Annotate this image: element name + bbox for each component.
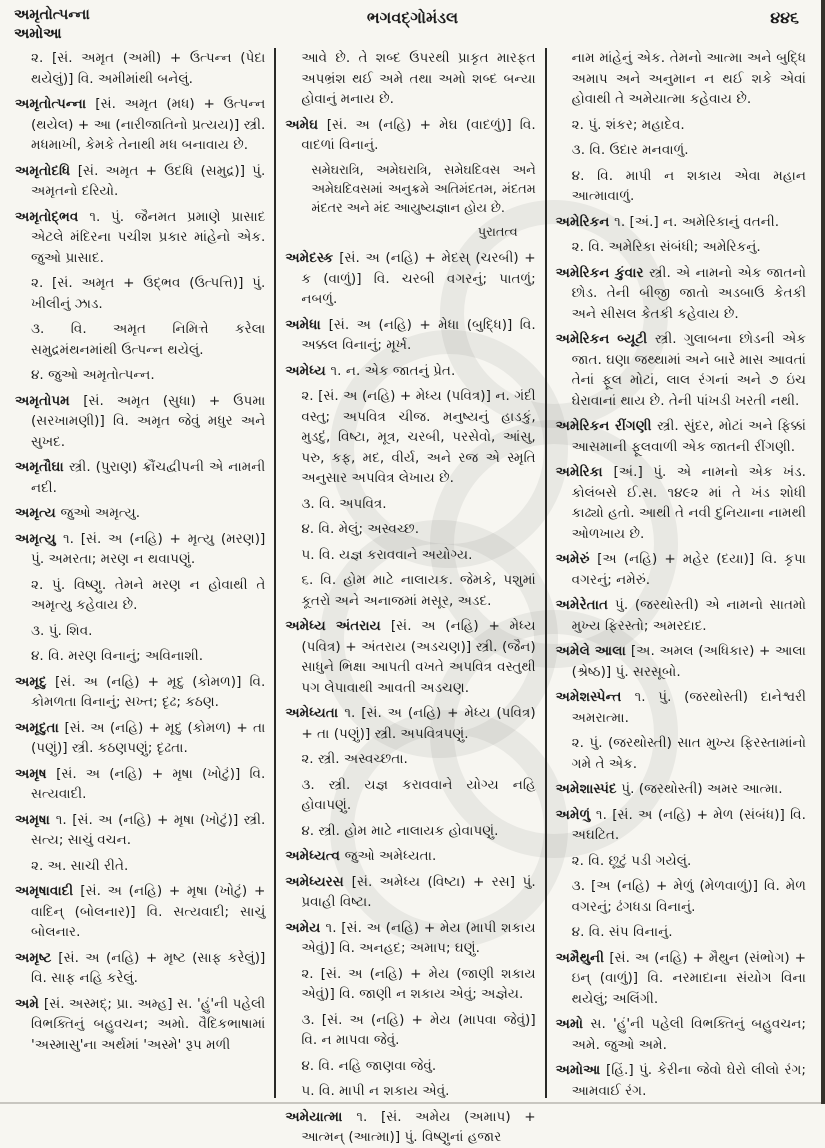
dictionary-entry: અમૃતોપમ [સં. અમૃત (સુધા) + ઉપમા (સરખામણી)] વિ. અમૃત જેવું મધુર અને સુખદ. xyxy=(15,392,266,450)
dictionary-entry: અમૃત્ય જુઓ અમૃત્યુ. xyxy=(15,505,141,521)
book-title: ભગવદ્ગોમંડલ xyxy=(366,8,459,27)
dictionary-entry: ૨. [સં. અ (નહિ) + મેધ્ય (પવિત્ર)] ન. ગંદી વસ્તુ; અપવિત્ર ચીજ. મનુષ્યનું હાડકું, મુડદું, વિષ્ટા, મૂત્ર, ચરબી, પરસેવો, આંસુ, પરુ, કફ, મદ, વીર્ય, અને રજ એ સ્મૃતિ અનુસાર અપવિત્ર લેખાય છે. xyxy=(301,388,536,486)
entry-headword: અમૃતોત્પન્ના xyxy=(15,96,96,112)
entry-headword: અમેરિકન રીંગણી xyxy=(555,418,658,434)
entry-headword: અમેરિકન કુંવાર xyxy=(555,264,650,281)
entry-headword: અમેઘ xyxy=(285,116,327,133)
entry-headword: અમૃષા xyxy=(15,811,56,828)
dictionary-entry: ૨. વિ. છૂટું પડી ગયેલું. xyxy=(571,852,692,869)
dictionary-entry: ૩. વિ. અપવિત્ર. xyxy=(301,495,387,512)
dictionary-entry: અમેધા [સં. અ (નહિ) + મેધા (બુદ્ધિ)] વિ. અક્કલ વિનાનું; મૂર્ખ. xyxy=(285,316,536,353)
dictionary-entry: સમેઘરાત્રિ, અમેઘરાત્રિ, સમેઘદિવસ અને અમેઘદિવસમાં અનુક્રમે અતિમંદતમ, મંદતમ મંદતર અને મંદ આયુષ્યજ્ઞાન હોય છે. xyxy=(311,162,536,216)
entry-headword: અમેલે આલા xyxy=(555,643,631,659)
dictionary-entry: અમૃષ્ટ [સં. અ (નહિ) + મૃષ્ટ (સાફ કરેલું)] વિ. સાફ નહિ કરેલું. xyxy=(15,949,266,986)
dictionary-entry: અમૃષા ૧. [સં. અ (નહિ) + મૃષા (ખોટું)] સ્ત્રી. સત્ય; સાચું વચન. xyxy=(15,811,266,848)
dictionary-entry: અમેધ્યતા ૧. [સં. અ (નહિ) + મેધ્ય (પવિત્ર) + તા (પણું)] સ્ત્રી. અપવિત્રપણું. xyxy=(285,705,536,742)
entry-headword: અમેદસ્ક xyxy=(285,250,340,266)
dictionary-entry: ૫. વિ. યજ્ઞ કરાવવાને અયોગ્ય. xyxy=(301,546,473,563)
dictionary-entry: અમેરિકન રીંગણી સ્ત્રી. સુંદર, મોટાં અને ફિક્કાં આસમાની ફૂલવાળી એક જાતની રીંગણી. xyxy=(555,418,806,455)
dictionary-entry: ૨. અ. સાચી રીતે. xyxy=(31,857,129,874)
dictionary-entry: અમેદસ્ક [સં. અ (નહિ) + મેદસ્ (ચરબી) + ક (વાળું)] વિ. ચરબી વગરનું; પાતળું; નબળું. xyxy=(285,250,536,307)
entry-headword: અમેધ્ય xyxy=(285,362,331,379)
entry-headword: અમૃતોદધિ xyxy=(15,162,78,179)
dictionary-entry: ૨. સ્ત્રી. અસ્વચ્છતા. xyxy=(301,751,408,767)
dictionary-entry: અમોઆ [હિં.] પું. કેરીના જેવો ઘેરો લીલો રંગ; આમવાઈ રંગ. xyxy=(555,1062,806,1099)
entry-headword: અમેધ્યતા xyxy=(285,705,345,721)
entry-headword: અમે xyxy=(15,995,44,1012)
dictionary-entry: ૩. વિ. અમૃત નિમિત્તે કરેલા સમુદ્રમંથનમાંથી ઉત્પન્ન થયેલું. xyxy=(31,321,266,358)
dictionary-entry: ૪. વિ. સંપ વિનાનું. xyxy=(571,924,673,940)
dictionary-entry: ૩. સ્ત્રી. યજ્ઞ કરાવવાને યોગ્ય નહિ હોવાપણું. xyxy=(301,776,536,813)
dictionary-entry: અમૃષ [સં. અ (નહિ) + મૃષા (ખોટું)] વિ. સત્યવાદી. xyxy=(15,765,266,802)
dictionary-entry: અમેરિકા [અં.] પું. એ નામનો એક ખંડ. કોલંબસે ઈ.સ. ૧૪૯૨ માં તે ખંડ શોધી કાઢ્યો હતો. આથી તે નવી દુનિયાના નામથી ઓળખાય છે. xyxy=(555,464,806,542)
dictionary-entry: અમેરિકન બ્યૂટી સ્ત્રી. ગુલાબના છોડની એક જાત. ઘણા જથ્થામાં અને બારે માસ આવતાં તેનાં ફૂલ મોટાં, લાલ રંગનાં અને ૭ ઇંચ ઘેરાવાનાં થાય છે. તેની પાંખડી ખરતી નથી. xyxy=(555,331,806,409)
entry-headword: અમેળું xyxy=(555,806,596,823)
entry-headword: અમૃષાવાદી xyxy=(15,883,81,899)
entry-headword: અમેરું xyxy=(555,551,598,567)
dictionary-entry: ૨. [સં. અમૃત (અમી) + ઉત્પન્ન (પેદા થયેલું)] વિ. અમીમાંથી બનેલું. xyxy=(31,50,266,87)
dictionary-entry: ૫. વિ. માપી ન શકાય એવું. xyxy=(301,1083,450,1099)
dictionary-entry: અમો સ. 'હું'ની પહેલી વિભક્તિનું બહુવચન; અમે. જુઓ અમે. xyxy=(555,1016,806,1053)
entry-headword: અમૃતોદ્ભવ xyxy=(15,208,90,225)
scan-edge xyxy=(821,0,825,1104)
entry-headword: અમેય xyxy=(285,919,326,936)
dictionary-entry: ૨. પું. વિષ્ણુ. તેમને મરણ ન હોવાથી તે અમૃત્યુ કહેવાય છે. xyxy=(31,576,266,613)
dictionary-entry: અમૃતોદ્ભવ ૧. પું. જૈનમત પ્રમાણે પ્રાસાદ એટલે મંદિરના પચીશ પ્રકાર માંહેનો એક. જુઓ પ્રાસાદ. xyxy=(15,208,266,266)
entry-headword: અમેશસ્પેન્ત xyxy=(555,689,635,705)
entry-headword: અમૃતૌઘા xyxy=(15,459,70,475)
entry-headword: અમેધ્યરસ xyxy=(285,873,352,890)
entry-headword: અમેધ્યત્વ xyxy=(285,848,345,864)
dictionary-entry: અમેળું ૧. [સં. અ (નહિ) + મેળ (સંબંધ)] વિ. અઘટિત. xyxy=(555,806,806,843)
dictionary-entry: અમેધ્યરસ [સં. અમેધ્ય (વિષ્ટા) + રસ] પું. પ્રવાહી વિષ્ટા. xyxy=(285,873,536,910)
running-head-last-word: અમોઆ xyxy=(14,26,62,42)
entry-headword: અમૃત્યુ xyxy=(15,530,63,547)
dictionary-entry: ૪. વિ. મેલું; અસ્વચ્છ. xyxy=(301,521,420,537)
dictionary-entry: અમેલે આલા [અ. અમલ (અધિકાર) + આલા (શ્રેષ્ઠ)] પું. સરસૂબો. xyxy=(555,643,806,680)
dictionary-entry: ૩. [અ (નહિ) + મેળું (મેળવાળું)] વિ. મેળ વગરનું; ઢંગધડા વિનાનું. xyxy=(571,878,806,915)
dictionary-entry: ૩. [સં. અ (નહિ) + મેય (માપવા જેવું)] વિ. ન માપવા જેવું. xyxy=(301,1011,536,1048)
dictionary-entry: નામ માંહેનું એક. તેમનો આત્મા અને બુદ્ધિ અમાપ અને અનુમાન ન થઈ શકે એવાં હોવાથી તે અમેયાત્મા કહેવાય છે. xyxy=(571,50,806,107)
column-2 xyxy=(276,48,544,1145)
running-head-first-word: અમૃતોત્પન્ના xyxy=(14,7,90,23)
dictionary-entry: અમેરિકન ૧. [અં.] ન. અમેરિકાનું વતની. xyxy=(555,213,780,230)
dictionary-entry: અમે [સં. અસ્મદ્; પ્રા. અમ્હ] સ. 'હું'ની પહેલી વિભક્તિનું બહુવચન; અમો. વૈદિકભાષામાં 'અસ્માસુ'ના અર્થમાં 'અસ્મે' રૂપ મળી xyxy=(15,995,266,1053)
entry-headword: અમૃષ્ટ xyxy=(15,949,59,966)
entry-headword: અમૃદુ xyxy=(15,673,55,690)
dictionary-content xyxy=(6,48,815,1145)
entry-headword: અમેયાત્મા xyxy=(285,1108,357,1125)
dictionary-entry: અમેરેતાત પું. (જરથોસ્તી) એ નામનો સાતમો મુખ્ય ફિરસ્તો; અમરદાદ. xyxy=(555,597,806,634)
dictionary-entry: પુરાતત્વ xyxy=(477,224,518,240)
entry-headword: અમેરિકન xyxy=(555,213,615,230)
dictionary-entry: ૪. સ્ત્રી. હોમ માટે નાલાયક હોવાપણું. xyxy=(301,822,499,839)
dictionary-entry: અમેધ્ય ૧. ન. એક જાતનું પ્રેત. xyxy=(285,362,456,379)
dictionary-entry: અમૃદુ [સં. અ (નહિ) + મૃદુ (કોમળ)] વિ. કોમળતા વિનાનું; સખ્ત; દૃઢ; કઠણ. xyxy=(15,673,266,710)
dictionary-entry: અમૃદુતા [સં. અ (નહિ) + મૃદુ (કોમળ) + તા (પણું)] સ્ત્રી. કઠણપણું; દૃઢતા. xyxy=(15,719,266,756)
entry-headword: અમેશાસ્પંદ xyxy=(555,781,622,797)
dictionary-entry: ૪. વિ. મરણ વિનાનું; અવિનાશી. xyxy=(31,648,204,664)
dictionary-entry: અમેશસ્પેન્ત ૧. પું. (જરથોસ્તી) દાનેશ્વરી અમરાત્મા. xyxy=(555,689,806,726)
dictionary-entry: અમેય ૧. [સં. અ (નહિ) + મેય (માપી શકાય એવું)] વિ. અનહદ; અમાપ; ઘણું. xyxy=(285,919,536,956)
dictionary-entry: અમૃષાવાદી [સં. અ (નહિ) + મૃષા (ખોટું) + વાદિન્ (બોલનાર)] વિ. સત્યવાદી; સાચું બોલનાર. xyxy=(15,883,266,940)
dictionary-entry: ૨. પું. શંકર; મહાદેવ. xyxy=(571,116,685,133)
entry-headword: અમોઆ xyxy=(555,1062,606,1078)
dictionary-entry: આવે છે. તે શબ્દ ઉપરથી પ્રાકૃત મારફત અપભ્રંશ થઈ અમે તથા અમો શબ્દ બન્યા હોવાનું મનાય છે. xyxy=(301,50,536,107)
column-1 xyxy=(6,48,274,1098)
dictionary-entry: ૨. વિ. અમેરિકા સંબંધી; અમેરિકનું. xyxy=(571,239,761,255)
entry-headword: અમેરેતાત xyxy=(555,597,616,613)
scan-edge xyxy=(0,1102,825,1104)
dictionary-entry: ૩. વિ. ઉદાર મનવાળું. xyxy=(571,142,689,158)
page-header xyxy=(0,4,825,50)
dictionary-entry: ૬. વિ. હોમ માટે નાલાયક. જેમકે, પશુમાં કૂતરો અને અનાજમાં મસૂર, અડદ. xyxy=(301,572,536,609)
entry-headword: અમૃષ xyxy=(15,765,57,782)
dictionary-entry: અમેધ્ય અંતરાય [સં. અ (નહિ) + મેધ્ય (પવિત્ર) + અંતરાય (અડચણ)] સ્ત્રી. (જૈન) સાધુને ભિક્ષા આપતી વખતે અપવિત્ર વસ્તુથી પગ લેપાવાથી આવતી અડચણ. xyxy=(285,618,536,696)
dictionary-entry: અમૃત્યુ ૧. [સં. અ (નહિ) + મૃત્યુ (મરણ)] પું. અમરતા; મરણ ન થવાપણું. xyxy=(15,530,266,567)
dictionary-entry: અમૃતૌઘા સ્ત્રી. (પુરાણ) ક્રૌંચદ્વીપની એ નામની નદી. xyxy=(15,459,266,496)
dictionary-entry: ૨. [સં. અમૃત + ઉદ્ભવ (ઉત્પત્તિ)] પું. ખીલીનું ઝાડ. xyxy=(31,275,266,312)
dictionary-entry: અમેરું [અ (નહિ) + મહેર (દયા)] વિ. કૃપા વગરનું; નમેરું. xyxy=(555,551,806,588)
entry-headword: અમેરિકા xyxy=(555,464,614,480)
dictionary-entry: અમેધ્યત્વ જુઓ અમેધ્યતા. xyxy=(285,848,437,864)
entry-headword: અમો xyxy=(555,1016,591,1032)
dictionary-entry: ૨. પું. (જરથોસ્તી) સાત મુખ્ય ફિરસ્તામાંનો ગમે તે એક. xyxy=(571,735,806,772)
dictionary-entry: અમૃતોત્પન્ના [સં. અમૃત (મધ) + ઉત્પન્ન (થયેલ) + આ (નારીજાતિનો પ્રત્યય)] સ્ત્રી. મધમાખી, કેમકે તેનાથી મધ બનાવાય છે. xyxy=(15,96,266,153)
dictionary-entry: ૩. પું. શિવ. xyxy=(31,622,93,639)
entry-headword: અમેરિકન બ્યૂટી xyxy=(555,331,655,347)
dictionary-entry: અમેશાસ્પંદ પું. (જરથોસ્તી) અમર આત્મા. xyxy=(555,781,783,797)
entry-headword: અમૃતોપમ xyxy=(15,392,84,409)
page-number: ૪૪૬ xyxy=(770,8,799,27)
dictionary-entry: અમેઘ [સં. અ (નહિ) + મેઘ (વાદળું)] વિ. વાદળાં વિનાનું. xyxy=(285,116,536,153)
entry-headword: અમૈથુની xyxy=(555,949,610,966)
dictionary-entry: અમેયાત્મા ૧. [સં. અમેય (અમાપ) + આત્મન્ (આત્મા)] પું. વિષ્ણુનાં હજાર xyxy=(285,1108,536,1145)
dictionary-entry: ૪. વિ. માપી ન શકાય એવા મહાન આત્માવાળું. xyxy=(571,167,806,204)
entry-headword: અમૃદુતા xyxy=(15,719,65,736)
entry-headword: અમેધ્ય અંતરાય xyxy=(285,618,391,634)
dictionary-entry: ૪. વિ. નહિ જાણવા જેવું. xyxy=(301,1057,437,1074)
dictionary-entry: ૪. જુઓ અમૃતોત્પન્ન. xyxy=(31,367,155,383)
dictionary-entry: અમૈથુની [સં. અ (નહિ) + મૈથુન (સંભોગ) + ઇન્ (વાળું)] વિ. નરમાદાના સંયોગ વિના થયેલું; અલિંગી. xyxy=(555,949,806,1007)
entry-headword: અમેધા xyxy=(285,316,329,333)
dictionary-entry: ૨. [સં. અ (નહિ) + મેય (જાણી શકાય એવું)] વિ. જાણી ન શકાય એવું; અજ્ઞેય. xyxy=(301,965,536,1002)
entry-headword: અમૃત્ય xyxy=(15,505,61,521)
dictionary-entry: અમૃતોદધિ [સં. અમૃત + ઉદધિ (સમુદ્ર)] પું. અમૃતનો દરિયો. xyxy=(15,162,266,199)
dictionary-entry: અમેરિકન કુંવાર સ્ત્રી. એ નામનો એક જાતનો છોડ. તેની બીજી જાતો અડબાઉ કેતકી અને સીસલ કેતકી કહેવાય છે. xyxy=(555,264,806,322)
column-3 xyxy=(547,48,815,1098)
